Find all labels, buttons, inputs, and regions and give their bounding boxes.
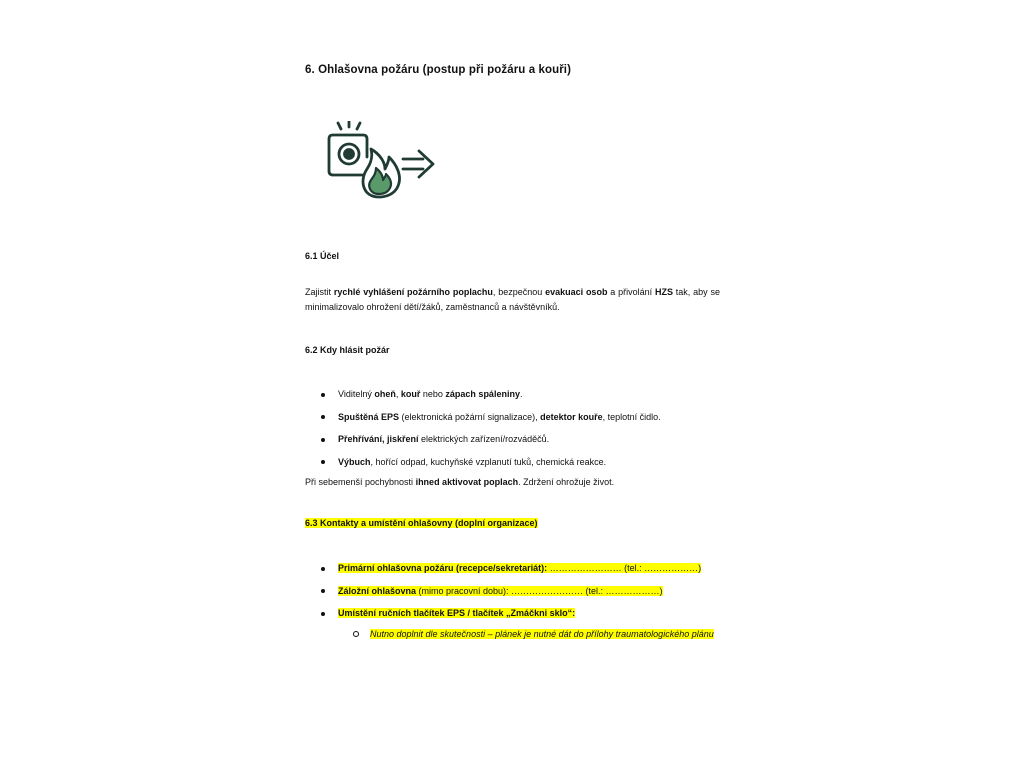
section-heading-6-3: 6.3 Kontakty a umístění ohlašovny (doplní organizace) bbox=[305, 518, 538, 528]
list-item: Primární ohlašovna požáru (recepce/sekretariát): …………………… (tel.: ………………) bbox=[305, 562, 725, 585]
bullet-icon bbox=[321, 393, 325, 397]
purpose-paragraph: Zajistit rychlé vyhlášení požárního poplachu, bezpečnou evakuaci osob a přivolání HZS tak, aby se minimalizovalo ohrožení dětí/žáků, zaměstnanců a návštěvníků. bbox=[305, 287, 720, 312]
page-title: 6. Ohlašovna požáru (postup při požáru a kouři) bbox=[305, 64, 572, 76]
contacts-list bbox=[305, 562, 725, 630]
list-item: Umístění ručních tlačítek EPS / tlačítek „Zmáčkni sklo“: bbox=[305, 607, 725, 630]
list-item: Výbuch, hořící odpad, kuchyňské vzplanutí tuků, chemická reakce. bbox=[305, 456, 725, 479]
list-item: Spuštěná EPS (elektronická požární signalizace), detektor kouře, teplotní čidlo. bbox=[305, 411, 725, 434]
section-heading-6-1: 6.1 Účel bbox=[305, 251, 340, 261]
bullet-icon bbox=[321, 612, 325, 616]
bullet-icon bbox=[321, 460, 325, 464]
list-item: Záložní ohlašovna (mimo pracovní dobu): …………………… (tel.: ………………) bbox=[305, 585, 725, 608]
bullet-icon bbox=[321, 589, 325, 593]
bullet-icon bbox=[321, 438, 325, 442]
bullet-icon bbox=[321, 567, 325, 571]
list-item: Viditelný oheň, kouř nebo zápach spáleniny. bbox=[305, 388, 725, 411]
when-to-report-list bbox=[305, 388, 725, 478]
list-item: Přehřívání, jiskření elektrických zařízení/rozváděčů. bbox=[305, 433, 725, 456]
section-heading-6-2: 6.2 Kdy hlásit požár bbox=[305, 345, 390, 355]
document-page: 6. Ohlašovna požáru (postup při požáru a kouři) 6.1 Účel Zajistit rychlé vyhlášení požárního poplachu, bezpečnou evakuaci osob a přivolání HZS tak, aby se minimalizovalo ohrožení dětí/žáků, zaměstnanců a návštěvníků. 6.2 Kdy hlásit požár Viditelný oheň, kouř nebo zápach spáleniny. Spuštěná EPS (elektronická požární signalizace), detektor kouře, teplotní čidlo. Přehřívání, jiskření elektrických zařízení/rozváděčů. Výbuch, hořící odpad, kuchyňské vzplanutí tuků, chemická reakce. Při sebemenší pochybnosti ihned aktivovat poplach. Zdržení ohrožuje život. 6.3 Kontakty a umístění ohlašovny (doplní organizace) Primární ohlašovna požáru (recepce/sekretariát): …………………… (tel.: ………………) Záložní ohlašovna (mimo pracovní dobu): …………………… (tel.: ………………) Umístění ručních tlačítek EPS / tlačítek „Zmáčkni sklo“: Nutno doplnit dle skutečnosti – plánek je nutné dát do přílohy traumatologického plánu bbox=[0, 0, 1024, 768]
warning-note: Při sebemenší pochybnosti ihned aktivovat poplach. Zdržení ohrožuje život. bbox=[305, 477, 615, 487]
bullet-icon bbox=[321, 415, 325, 419]
circle-bullet-icon bbox=[353, 631, 359, 637]
camera-flame-arrow-icon bbox=[323, 121, 439, 203]
